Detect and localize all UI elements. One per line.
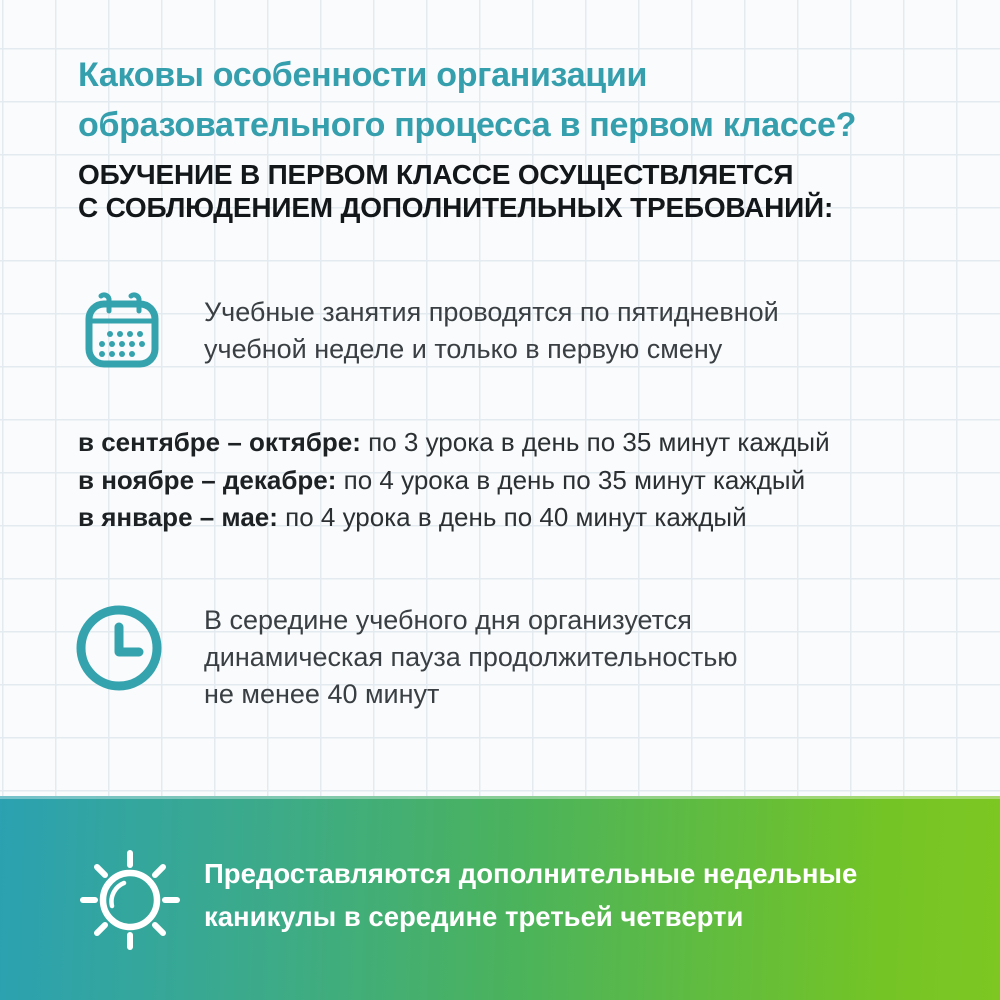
schedule-row [78,462,958,500]
schedule-period: в ноябре – декабре: [78,464,337,495]
calendar-icon [84,292,160,370]
dynamic-pause-line2: динамическая пауза продолжительностью [204,642,738,672]
page-title-line1: Каковы особенности организации [78,56,648,94]
footer-note-line1: Предоставляются дополнительные недельные [204,858,858,889]
page-subtitle-line2: С СОБЛЮДЕНИЕМ ДОПОЛНИТЕЛЬНЫХ ТРЕБОВАНИЙ: [78,192,834,223]
schedule-rule: по 4 урока в день по 35 минут каждый [336,464,806,495]
footer-note-line2: каникулы в середине третьей четверти [204,901,744,932]
schedule-row [78,499,958,537]
schedule-rule: по 3 урока в день по 35 минут каждый [360,427,830,457]
dynamic-pause-text [204,602,944,713]
page-subtitle [78,158,958,224]
section-five-day-week [0,292,1000,412]
section-dynamic-pause [0,602,1000,732]
five-day-week-line1: Учебные занятия проводятся по пятидневной [204,297,779,327]
five-day-week-text [204,294,944,368]
clock-icon [75,604,163,692]
schedule-period: в сентябре – октябре: [78,427,361,457]
sun-icon [74,842,186,954]
schedule-row [78,424,958,462]
footer-note [204,852,944,938]
five-day-week-line2: учебной неделе и только в первую смену [204,334,723,364]
page-title [78,50,958,150]
footer-band [0,796,1000,1000]
lesson-schedule [78,424,958,537]
schedule-period: в январе – мае: [78,502,278,532]
dynamic-pause-line1: В середине учебного дня организуется [204,605,692,635]
page-title-line2: образовательного процесса в первом классе? [78,106,857,144]
schedule-rule: по 4 урока в день по 40 минут каждый [277,502,747,532]
page-subtitle-line1: ОБУЧЕНИЕ В ПЕРВОМ КЛАССЕ ОСУЩЕСТВЛЯЕТСЯ [78,159,794,190]
dynamic-pause-line3: не менее 40 минут [204,679,440,709]
